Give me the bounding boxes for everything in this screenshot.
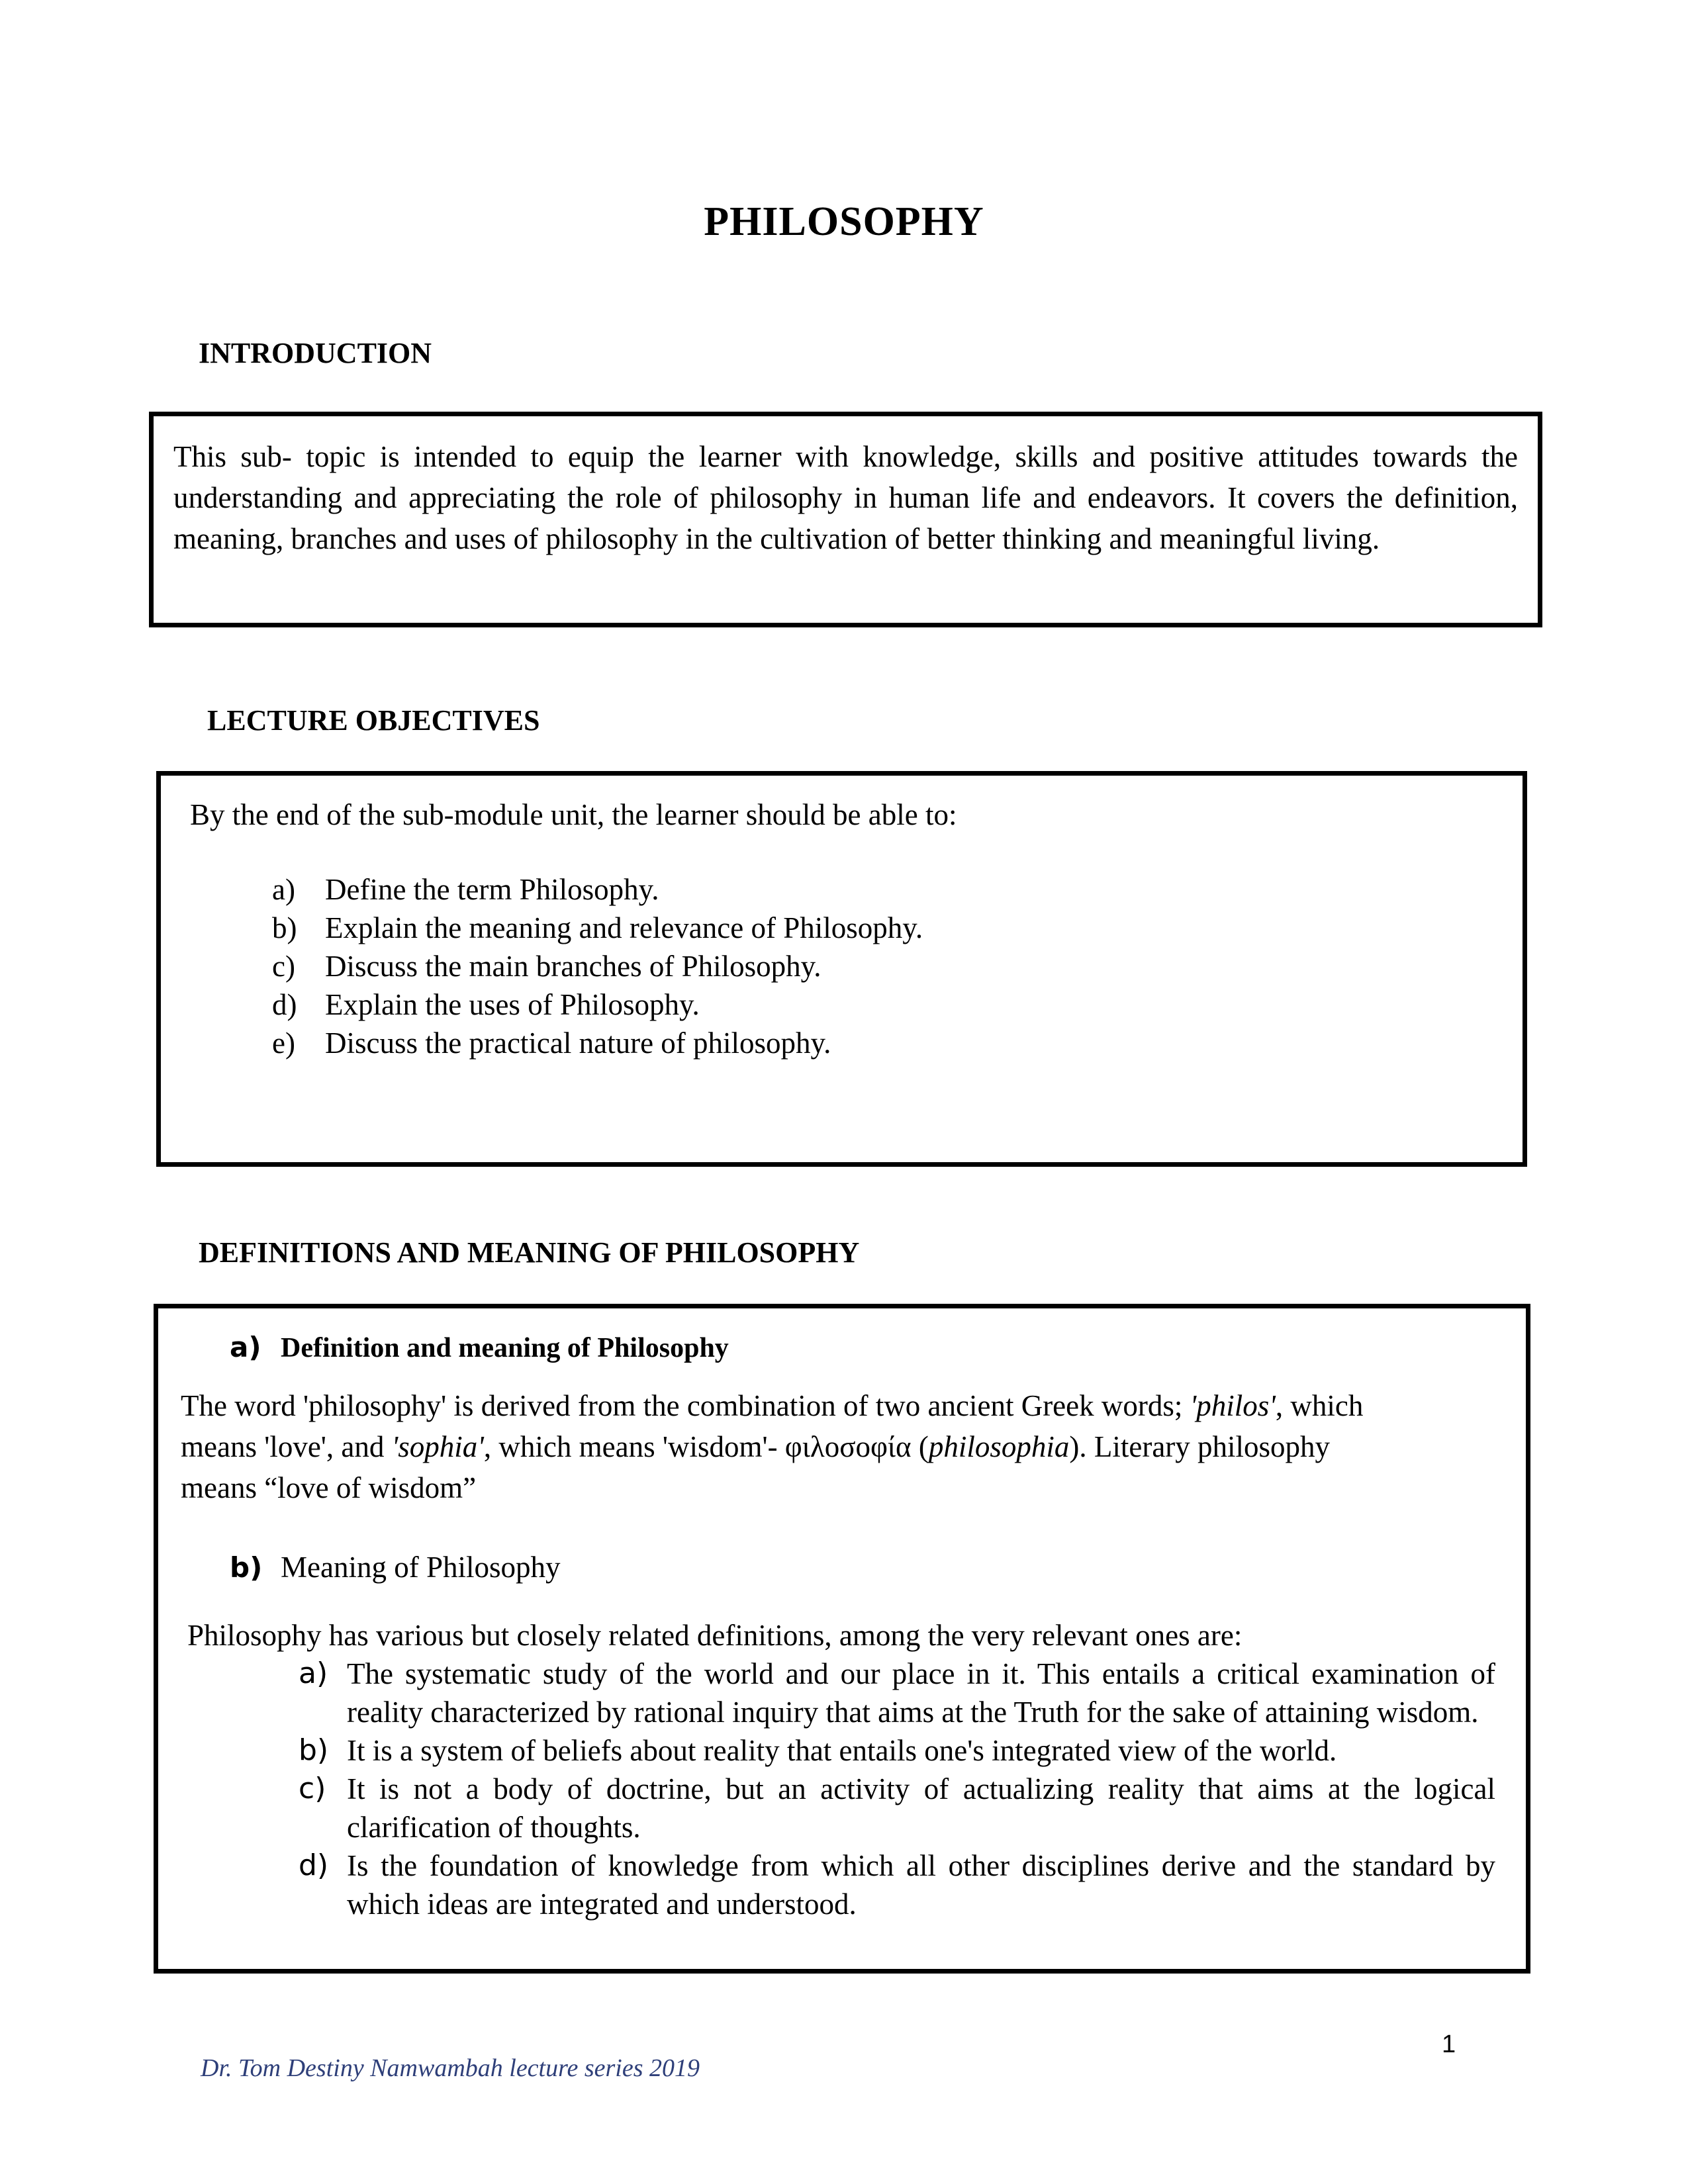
- list-item-label: a): [299, 1657, 328, 1690]
- term-sophia: 'sophia': [391, 1430, 484, 1463]
- list-item-label: a): [272, 873, 295, 906]
- definition-text: ). Literary philosophy means “love of wisdom”: [181, 1430, 1331, 1504]
- list-item-label: b): [272, 911, 297, 944]
- definitions-heading: DEFINITIONS AND MEANING OF PHILOSOPHY: [199, 1236, 860, 1269]
- list-item-text: It is a system of beliefs about reality that entails one's integrated view of the world.: [347, 1734, 1337, 1767]
- list-item-text: It is not a body of doctrine, but an activity of actualizing reality that aims at the logical clarification of thoughts.: [347, 1772, 1495, 1844]
- objectives-heading: LECTURE OBJECTIVES: [207, 704, 540, 737]
- section-a-heading: [230, 1328, 729, 1367]
- definition-text: , which means 'wisdom'- φιλοσοφία (: [483, 1430, 929, 1463]
- objectives-lead: By the end of the sub-module unit, the learner should be able to:: [190, 798, 957, 831]
- section-b-lead: Philosophy has various but closely related definitions, among the very relevant ones are:: [187, 1619, 1243, 1652]
- page-title: PHILOSOPHY: [704, 199, 984, 244]
- list-item-label: d): [299, 1848, 329, 1882]
- introduction-box: [149, 412, 1542, 627]
- objectives-list: [272, 870, 1497, 1062]
- list-item-label: e): [272, 1026, 295, 1060]
- section-b-heading: [230, 1547, 561, 1588]
- list-item: [272, 1024, 1497, 1062]
- list-item-text: Explain the uses of Philosophy.: [325, 988, 700, 1021]
- list-item: [272, 909, 1497, 947]
- list-item-text: Is the foundation of knowledge from which all other disciplines derive and the standard by which ideas are integrated and understood.: [347, 1849, 1495, 1921]
- list-item-text: Discuss the main branches of Philosophy.: [325, 950, 821, 983]
- list-item: [171, 1655, 1495, 1731]
- list-item: [171, 1770, 1495, 1846]
- section-b-label: b): [230, 1551, 263, 1584]
- introduction-text: This sub- topic is intended to equip the learner with knowledge, skills and positive attitudes towards the understanding and appreciating the role of philosophy in human life and endeavors. It covers the definition, meaning, branches and uses of philosophy in the cultivation of better thinking and meaningful living.: [173, 440, 1518, 555]
- list-item-text: Explain the meaning and relevance of Philosophy.: [325, 911, 923, 944]
- list-item-label: d): [272, 988, 297, 1021]
- objectives-box: [156, 771, 1527, 1167]
- term-philosophia: philosophia: [928, 1430, 1070, 1463]
- footer-author: Dr. Tom Destiny Namwambah lecture series 2019: [201, 2054, 700, 2082]
- list-item-label: c): [272, 950, 295, 983]
- term-philos: 'philos': [1190, 1389, 1276, 1422]
- list-item-text: The systematic study of the world and our place in it. This entails a critical examination of reality characterized by rational inquiry that aims at the Truth for the sake of attaining wisdom.: [347, 1657, 1495, 1729]
- section-a-label: a): [230, 1331, 261, 1363]
- list-item-text: Define the term Philosophy.: [325, 873, 659, 906]
- list-item-label: c): [299, 1772, 326, 1805]
- list-item: [272, 985, 1497, 1024]
- definition-paragraph: [181, 1385, 1392, 1508]
- list-item: [272, 947, 1497, 985]
- list-item-text: Discuss the practical nature of philosophy.: [325, 1026, 831, 1060]
- meanings-list: [171, 1655, 1495, 1923]
- list-item-label: b): [299, 1733, 329, 1767]
- list-item: [171, 1731, 1495, 1770]
- definitions-box: [154, 1304, 1530, 1974]
- list-item: [171, 1846, 1495, 1923]
- introduction-heading: INTRODUCTION: [199, 337, 432, 369]
- definition-text: , which means 'love', and: [181, 1389, 1364, 1463]
- section-a-title: Definition and meaning of Philosophy: [281, 1333, 729, 1363]
- page-number: 1: [1442, 2030, 1456, 2058]
- section-b-title: Meaning of Philosophy: [281, 1551, 561, 1584]
- list-item: [272, 870, 1497, 909]
- definition-text: The word 'philosophy' is derived from the combination of two ancient Greek words;: [181, 1389, 1190, 1422]
